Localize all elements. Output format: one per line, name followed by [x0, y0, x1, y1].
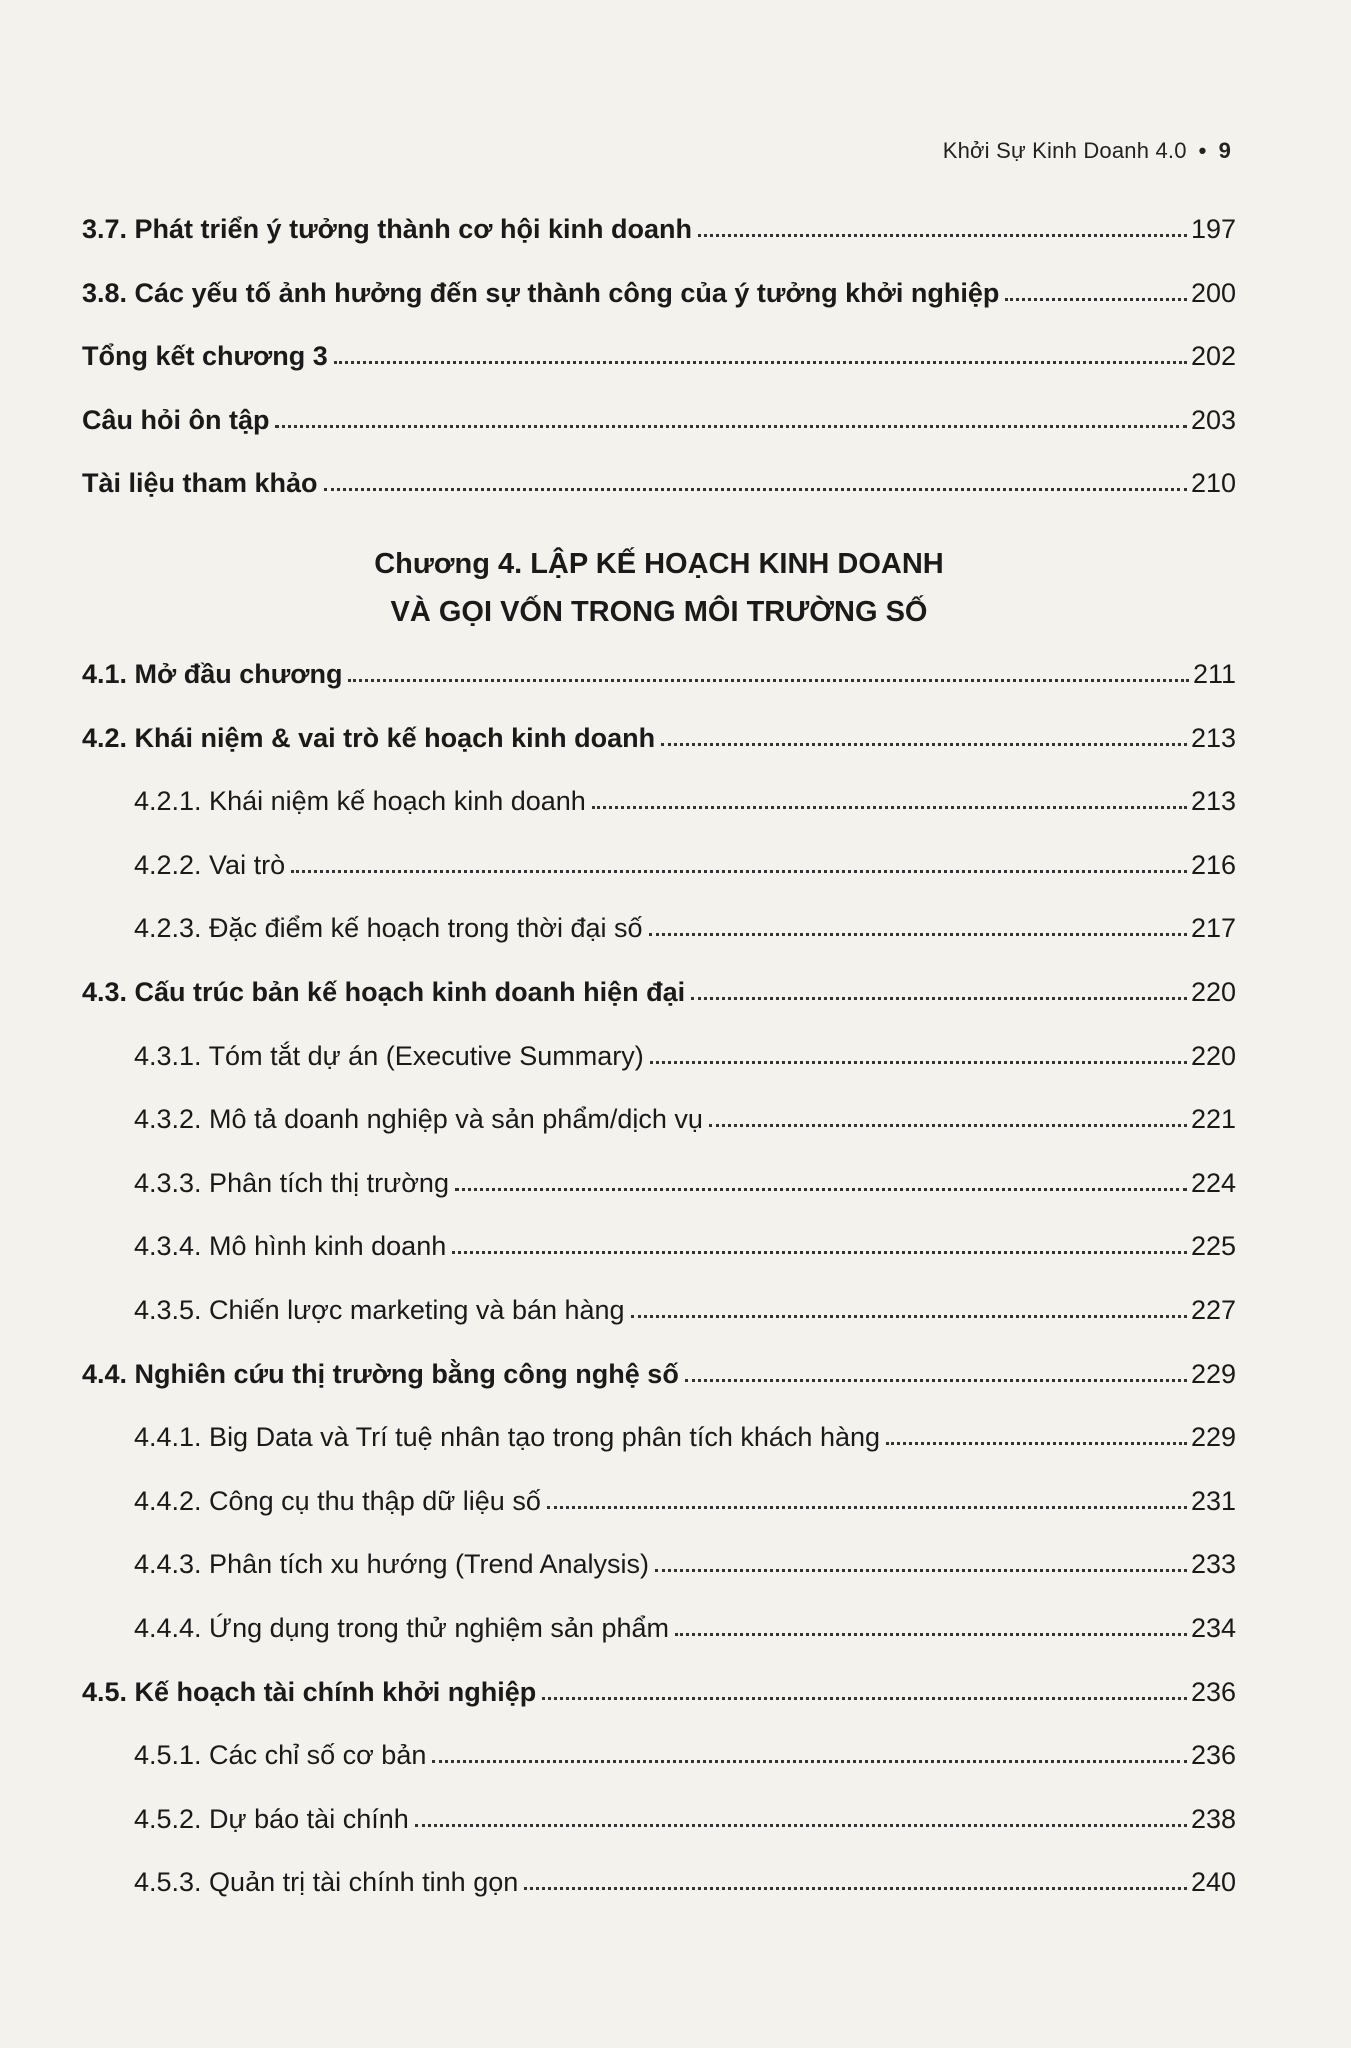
toc-entry	[82, 968, 1236, 1008]
toc-entry	[82, 332, 1236, 372]
toc-entry	[82, 1350, 1236, 1390]
toc-entry	[82, 714, 1236, 754]
dot-leader	[655, 1568, 1187, 1572]
dot-leader	[275, 424, 1186, 428]
toc-entry	[134, 1604, 1236, 1644]
toc-entry	[134, 777, 1236, 817]
toc-entry-title: 4.5. Kế hoạch tài chính khởi nghiệp	[82, 1676, 537, 1707]
toc-entry-title: 4.5.1. Các chỉ số cơ bản	[134, 1740, 427, 1771]
toc-entry-title: 4.4.3. Phân tích xu hướng (Trend Analysis)	[134, 1549, 650, 1580]
dot-leader	[324, 487, 1187, 491]
toc-entry-page: 202	[1190, 341, 1236, 371]
chapter-heading-line1: Chương 4. LẬP KẾ HOẠCH KINH DOANH	[374, 548, 944, 580]
toc-entry	[82, 1668, 1236, 1708]
toc-entry-page: 233	[1190, 1549, 1236, 1580]
toc-entry	[134, 1159, 1236, 1199]
toc-entry-page: 225	[1190, 1231, 1236, 1262]
toc-entry-title: 4.3.4. Mô hình kinh doanh	[134, 1231, 447, 1262]
running-header	[943, 138, 1231, 164]
toc-entry-title: 4.1. Mở đầu chương	[82, 659, 343, 689]
dot-leader	[547, 1505, 1187, 1509]
toc-entry-page: 216	[1190, 849, 1236, 880]
toc-entry-title: 4.5.3. Quản trị tài chính tinh gọn	[134, 1867, 519, 1898]
dot-leader	[452, 1250, 1187, 1254]
toc-entry-title: 4.3.3. Phân tích thị trường	[134, 1167, 449, 1198]
toc-entry	[134, 1032, 1236, 1072]
dot-leader	[432, 1759, 1187, 1763]
header-separator: •	[1198, 138, 1207, 163]
dot-leader	[524, 1886, 1187, 1890]
toc-entry-page: 217	[1190, 913, 1236, 944]
toc-entry	[134, 904, 1236, 944]
toc-entry	[82, 205, 1236, 245]
toc-entry-page: 213	[1190, 722, 1236, 753]
dot-leader	[661, 742, 1187, 746]
toc-entry-page: 231	[1190, 1485, 1236, 1516]
toc-entry-page: 221	[1190, 1104, 1236, 1135]
chapter-heading	[82, 540, 1236, 636]
toc-entry-title: 4.3.1. Tóm tắt dự án (Executive Summary)	[134, 1040, 644, 1071]
toc-entry-title: 4.3. Cấu trúc bản kế hoạch kinh doanh hiện đại	[82, 977, 686, 1007]
dot-leader	[542, 1696, 1187, 1700]
dot-leader	[631, 1314, 1187, 1318]
toc-entry-page: 197	[1190, 214, 1236, 244]
toc-entry-page: 236	[1190, 1676, 1236, 1707]
toc-entry	[134, 1795, 1236, 1835]
toc-entry-title: 4.4. Nghiên cứu thị trường bằng công nghệ số	[82, 1358, 679, 1389]
page-number: 9	[1218, 138, 1231, 163]
dot-leader	[291, 869, 1187, 873]
toc-entry-title: 3.7. Phát triển ý tưởng thành cơ hội kinh doanh	[82, 214, 692, 244]
dot-leader	[698, 233, 1187, 237]
toc-entry-title: 4.2.3. Đặc điểm kế hoạch trong thời đại số	[134, 913, 643, 944]
toc-entry-page: 211	[1192, 659, 1236, 689]
toc-entry-page: 224	[1190, 1167, 1236, 1198]
toc-entry-page: 234	[1190, 1613, 1236, 1643]
toc-entry-title: 4.5.2. Dự báo tài chính	[134, 1803, 409, 1834]
toc-entry	[134, 1095, 1236, 1135]
toc-entry	[82, 459, 1236, 499]
toc-entry-page: 227	[1190, 1295, 1236, 1325]
toc-entry-title: 4.3.2. Mô tả doanh nghiệp và sản phẩm/dịch vụ	[134, 1104, 703, 1135]
toc-entry-title: 4.2. Khái niệm & vai trò kế hoạch kinh doanh	[82, 722, 656, 753]
toc-entry-title: 4.4.2. Công cụ thu thập dữ liệu số	[134, 1485, 541, 1516]
toc-entry-title: Tài liệu tham khảo	[82, 468, 318, 498]
toc-entry	[134, 1858, 1236, 1898]
toc-entry-page: 229	[1190, 1358, 1236, 1389]
toc-entry	[82, 269, 1236, 309]
toc-entry-title: 4.4.4. Ứng dụng trong thử nghiệm sản phẩm	[134, 1613, 669, 1643]
toc-entry	[134, 1731, 1236, 1771]
toc-entry	[82, 650, 1236, 690]
chapter-heading-line2: VÀ GỌI VỐN TRONG MÔI TRƯỜNG SỐ	[390, 596, 928, 628]
toc-entry	[134, 841, 1236, 881]
toc-entry-page: 238	[1190, 1803, 1236, 1834]
dot-leader	[455, 1187, 1187, 1191]
toc-entry	[134, 1540, 1236, 1580]
toc-entry-page: 213	[1190, 786, 1236, 817]
dot-leader	[675, 1632, 1187, 1636]
toc-entry-title: 3.8. Các yếu tố ảnh hưởng đến sự thành công của ý tưởng khởi nghiệp	[82, 277, 1000, 308]
dot-leader	[709, 1123, 1187, 1127]
toc-entry-page: 200	[1190, 277, 1236, 308]
dot-leader	[1005, 297, 1187, 301]
toc-entry-title: 4.2.2. Vai trò	[134, 849, 286, 880]
toc-entry-page: 240	[1190, 1867, 1236, 1898]
toc-entry	[134, 1477, 1236, 1517]
dot-leader	[685, 1378, 1187, 1382]
dot-leader	[592, 805, 1187, 809]
book-title: Khởi Sự Kinh Doanh 4.0	[942, 138, 1187, 163]
toc-entry	[134, 1413, 1236, 1453]
dot-leader	[334, 360, 1187, 364]
toc-entry-page: 220	[1190, 1040, 1236, 1071]
toc-entry-page: 210	[1190, 468, 1236, 498]
toc-entry-title: Tổng kết chương 3	[82, 341, 328, 371]
toc-entry-page: 220	[1190, 977, 1236, 1007]
dot-leader	[415, 1823, 1187, 1827]
dot-leader	[649, 932, 1187, 936]
dot-leader	[348, 678, 1188, 682]
toc-entry	[82, 396, 1236, 436]
toc-entry-page: 236	[1190, 1740, 1236, 1771]
toc-entry-page: 229	[1190, 1422, 1236, 1453]
toc-entry	[134, 1222, 1236, 1262]
toc-entry-title: 4.4.1. Big Data và Trí tuệ nhân tạo trong phân tích khách hàng	[134, 1422, 881, 1453]
toc-entry-page: 203	[1190, 404, 1236, 435]
dot-leader	[886, 1441, 1187, 1445]
dot-leader	[650, 1060, 1187, 1064]
toc-entry-title: Câu hỏi ôn tập	[82, 404, 270, 435]
toc-entry-title: 4.3.5. Chiến lược marketing và bán hàng	[134, 1295, 625, 1325]
toc-entry-title: 4.2.1. Khái niệm kế hoạch kinh doanh	[134, 786, 586, 817]
toc-entry	[134, 1286, 1236, 1326]
dot-leader	[691, 996, 1187, 1000]
